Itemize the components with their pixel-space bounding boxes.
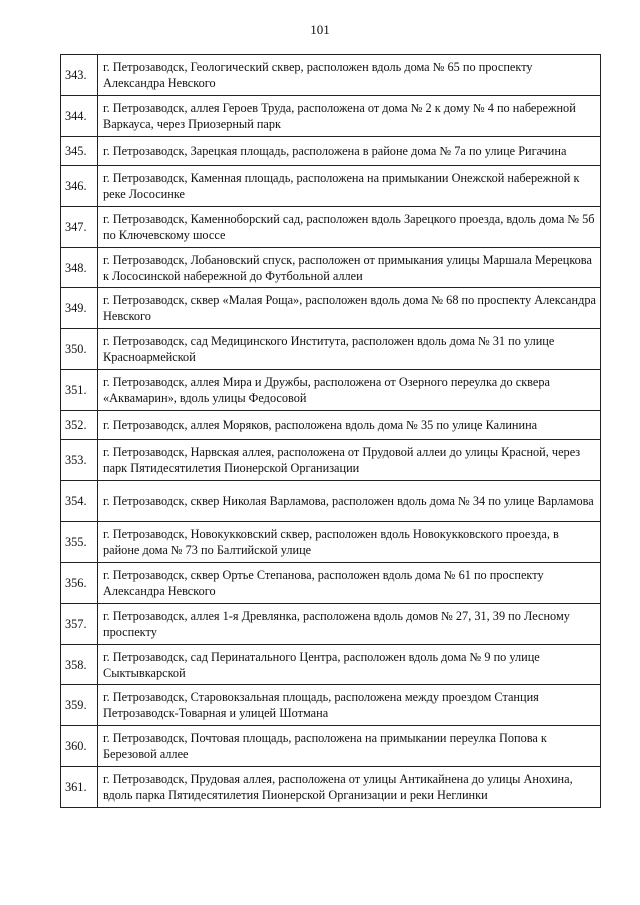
row-number: 361. [61,767,98,808]
table-row [61,329,601,370]
table-row [61,521,601,562]
table-row [61,411,601,440]
row-number: 353. [61,440,98,481]
table-row [61,562,601,603]
row-number: 345. [61,136,98,165]
row-number: 356. [61,562,98,603]
row-number: 348. [61,247,98,288]
row-description: г. Петрозаводск, Геологический сквер, расположен вдоль дома № 65 по проспекту Александра Невского [98,55,601,96]
table-row [61,206,601,247]
row-number: 357. [61,603,98,644]
row-description: г. Петрозаводск, сад Медицинского Института, расположен вдоль дома № 31 по улице Красноармейской [98,329,601,370]
row-description: г. Петрозаводск, сад Перинатального Центра, расположен вдоль дома № 9 по улице Сыктывкарской [98,644,601,685]
table-row [61,55,601,96]
row-number: 347. [61,206,98,247]
row-number: 349. [61,288,98,329]
row-number: 346. [61,165,98,206]
row-description: г. Петрозаводск, аллея Моряков, расположена вдоль дома № 35 по улице Калинина [98,411,601,440]
table-row [61,95,601,136]
table-row [61,767,601,808]
row-description: г. Петрозаводск, сквер Ортье Степанова, расположен вдоль дома № 61 по проспекту Александра Невского [98,562,601,603]
row-description: г. Петрозаводск, Каменноборский сад, расположен вдоль Зарецкого проезда, вдоль дома № 5б по Ключевскому шоссе [98,206,601,247]
row-description: г. Петрозаводск, сквер Николая Варламова, расположен вдоль дома № 34 по улице Варламова [98,481,601,522]
table-row [61,685,601,726]
table-row [61,165,601,206]
table-row [61,440,601,481]
row-number: 354. [61,481,98,522]
row-description: г. Петрозаводск, аллея Героев Труда, расположена от дома № 2 к дому № 4 по набережной Варкауса, через Приозерный парк [98,95,601,136]
row-number: 359. [61,685,98,726]
row-number: 358. [61,644,98,685]
table-row [61,288,601,329]
page-number: 101 [310,22,330,37]
row-description: г. Петрозаводск, Старовокзальная площадь, расположена между проездом Станция Петрозаводск-Товарная и улицей Шотмана [98,685,601,726]
row-description: г. Петрозаводск, Почтовая площадь, расположена на примыкании переулка Попова к Березовой аллее [98,726,601,767]
row-description: г. Петрозаводск, аллея Мира и Дружбы, расположена от Озерного переулка до сквера «Аквамарин», вдоль улицы Федосовой [98,370,601,411]
table-row [61,481,601,522]
row-number: 350. [61,329,98,370]
row-description: г. Петрозаводск, Лобановский спуск, расположен от примыкания улицы Маршала Мерецкова к Лососинской набережной до Футбольной аллеи [98,247,601,288]
row-description: г. Петрозаводск, Прудовая аллея, расположена от улицы Антикайнена до улицы Анохина, вдоль парка Пятидесятилетия Пионерской Организации и реки Неглинки [98,767,601,808]
row-description: г. Петрозаводск, Новокукковский сквер, расположен вдоль Новокукковского проезда, в районе дома № 73 по Балтийской улице [98,521,601,562]
row-description: г. Петрозаводск, сквер «Малая Роща», расположен вдоль дома № 68 по проспекту Александра Невского [98,288,601,329]
row-description: г. Петрозаводск, Зарецкая площадь, расположена в районе дома № 7а по улице Ригачина [98,136,601,165]
row-description: г. Петрозаводск, Каменная площадь, расположена на примыкании Онежской набережной к реке Лососинке [98,165,601,206]
registry-table [60,54,601,808]
table-row [61,247,601,288]
row-number: 344. [61,95,98,136]
row-number: 355. [61,521,98,562]
table-row [61,603,601,644]
table-row [61,644,601,685]
table-row [61,370,601,411]
row-description: г. Петрозаводск, аллея 1-я Древлянка, расположена вдоль домов № 27, 31, 39 по Лесному проспекту [98,603,601,644]
row-number: 360. [61,726,98,767]
row-number: 343. [61,55,98,96]
table-row [61,136,601,165]
row-number: 352. [61,411,98,440]
row-number: 351. [61,370,98,411]
row-description: г. Петрозаводск, Нарвская аллея, расположена от Прудовой аллеи до улицы Красной, через парк Пятидесятилетия Пионерской Организации [98,440,601,481]
table-row [61,726,601,767]
